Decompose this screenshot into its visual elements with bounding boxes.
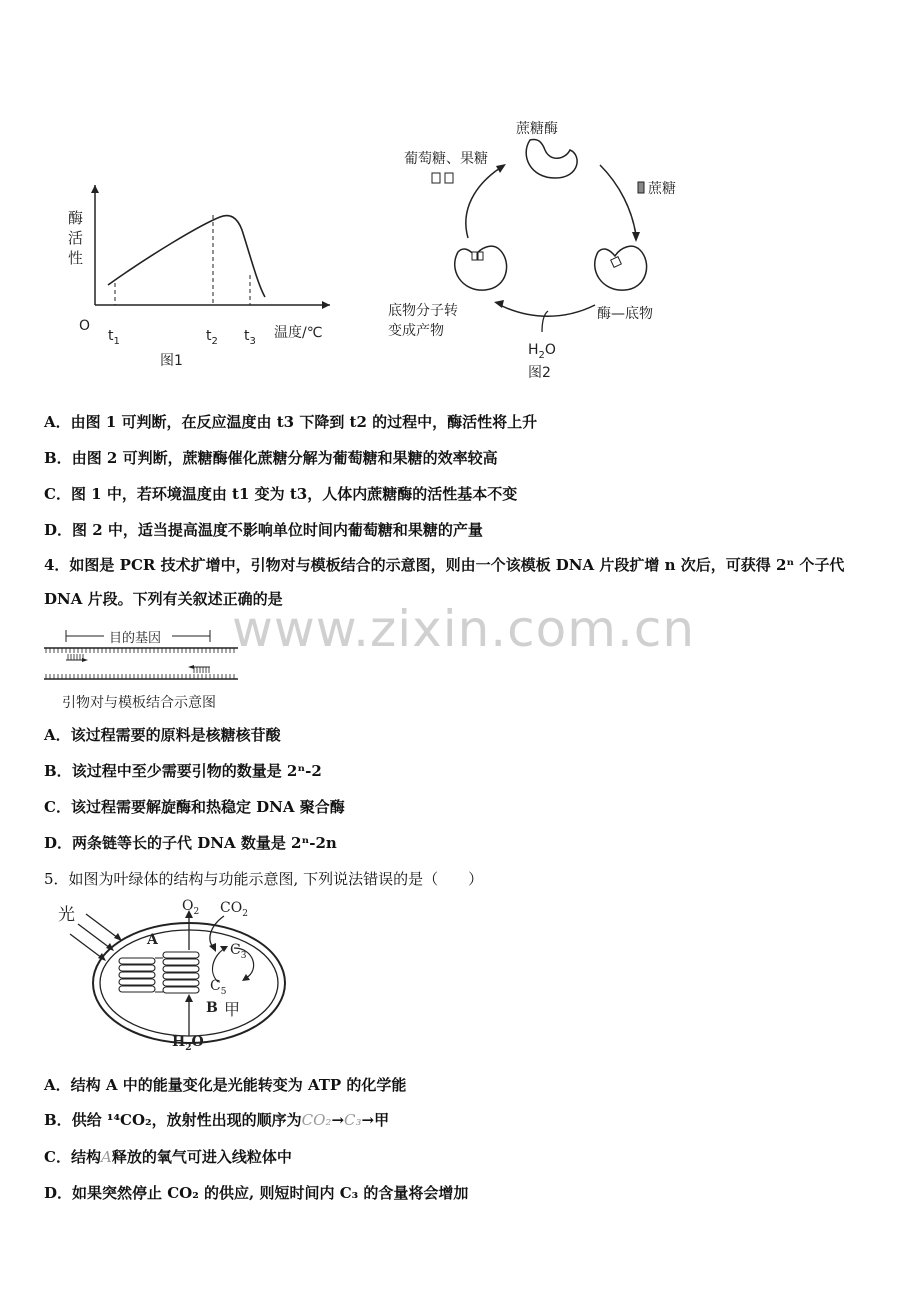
chloroplast-diagram [56, 896, 306, 1056]
q5-fig-light: 光 [58, 905, 75, 925]
fig1-y-label-3: 性 [68, 249, 84, 267]
q5-fig-co2: $CO_2$ [220, 900, 248, 919]
q5-option-a: A．结构 A 中的能量变化是光能转变为 ATP 的化学能 [44, 1076, 407, 1094]
q5-stem: 5．如图为叶绿体的结构与功能示意图, 下列说法错误的是（ ） [44, 870, 484, 888]
pcr-gene-label: 目的基因 [109, 631, 162, 646]
fig1-tick-t2: $t_2$ [206, 328, 218, 347]
q3-option-d: D．图 2 中，适当提高温度不影响单位时间内葡萄糖和果糖的产量 [44, 521, 483, 539]
fig2-conversion-label-2: 变成产物 [388, 323, 444, 339]
q3-option-c: C．图 1 中，若环境温度由 t1 变为 t3，人体内蔗糖酶的活性基本不变 [44, 485, 518, 503]
q4-option-c: C．该过程需要解旋酶和热稳定 DNA 聚合酶 [44, 798, 345, 816]
fig2-complex-label: 酶—底物 [597, 306, 653, 322]
fig1-tick-t1: $t_1$ [108, 328, 120, 347]
q5-fig-o2: $O_2$ [182, 898, 200, 917]
fig2-products-label: 葡萄糖、果糖 [404, 151, 488, 167]
q5-option-b: B．供给 ¹⁴CO₂，放射性出现的顺序为CO₂→C₃→甲 [44, 1111, 390, 1129]
q5-option-d: D．如果突然停止 CO₂ 的供应, 则短时间内 C₃ 的含量将会增加 [44, 1184, 469, 1202]
q5-fig-jia: 甲 [224, 1000, 241, 1019]
q5-option-c: C．结构A释放的氧气可进入线粒体中 [44, 1148, 292, 1166]
math-co2: CO₂ [301, 1111, 332, 1129]
fig1-y-label-2: 活 [68, 229, 84, 247]
q5-fig-c5: $C_5$ [210, 978, 227, 997]
q4-option-d: D．两条链等长的子代 DNA 数量是 2ⁿ-2n [44, 834, 337, 852]
fig1-tick-t3: $t_3$ [244, 328, 256, 347]
q3-option-b: B．由图 2 可判断，蔗糖酶催化蔗糖分解为葡萄糖和果糖的效率较高 [44, 449, 498, 467]
fig2-substrate-label: 蔗糖 [648, 181, 676, 197]
q5-fig-b: B [206, 1000, 218, 1016]
fig2-enzyme-label: 蔗糖酶 [516, 121, 558, 137]
q5-fig-a: A [147, 932, 158, 948]
q5-fig-c3: $C_3$ [230, 942, 247, 961]
fig2-caption: 图2 [528, 365, 551, 381]
q4-option-b: B．该过程中至少需要引物的数量是 2ⁿ-2 [44, 762, 322, 780]
fig2-water-label: $H_2O$ [528, 342, 556, 361]
fig1-x-label: 温度/℃ [274, 325, 323, 341]
watermark: www.zixin.com.cn [232, 600, 696, 658]
figure-2-sucrase-cycle [420, 110, 700, 340]
math-a: A [100, 1148, 112, 1166]
fig1-origin: O [79, 318, 91, 334]
q5-fig-h2o: $H_2O$ [172, 1034, 204, 1053]
figure-1-enzyme-activity-curve [60, 175, 350, 375]
fig1-y-label-1: 酶 [68, 209, 84, 227]
q3-option-a: A．由图 1 可判断，在反应温度由 t3 下降到 t2 的过程中，酶活性将上升 [44, 413, 538, 431]
pcr-caption: 引物对与模板结合示意图 [62, 695, 216, 711]
q4-option-a: A．该过程需要的原料是核糖核苷酸 [44, 726, 281, 744]
math-c3: C₃ [344, 1111, 362, 1129]
fig1-caption: 图1 [160, 353, 183, 369]
q4-stem: 4．如图是 PCR 技术扩增中，引物对与模板结合的示意图，则由一个该模板 DNA 片段扩增 n 次后，可获得 2ⁿ 个子代 DNA 片段。下列有关叙述正确的是 [44, 556, 845, 608]
fig2-conversion-label-1: 底物分子转 [388, 303, 458, 319]
